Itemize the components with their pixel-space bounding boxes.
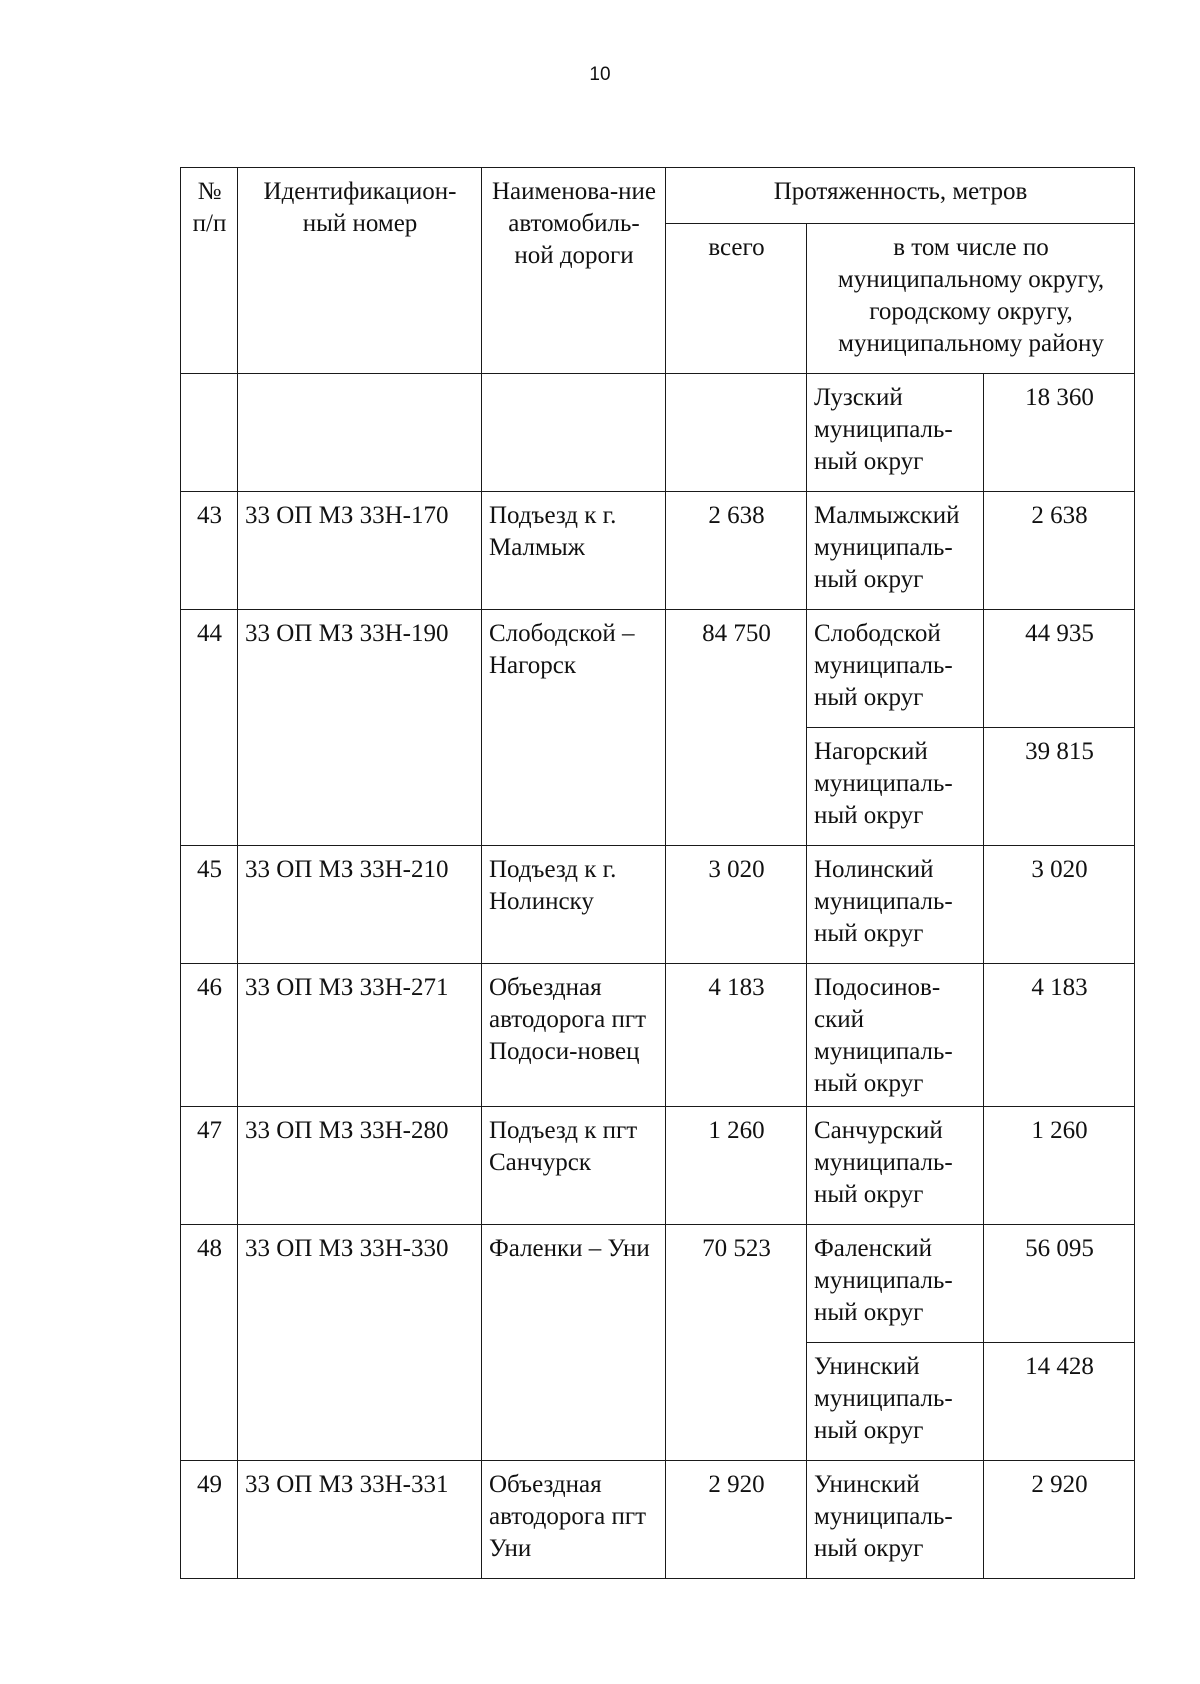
road-total-length: 2 920 [666,1461,807,1579]
district-name: Фаленский муниципаль-ный округ [807,1225,984,1343]
header-name: Наименова-ние автомобиль-ной дороги [482,168,666,374]
road-id: 33 ОП МЗ 33Н-210 [238,846,482,964]
district-length: 1 260 [984,1107,1135,1225]
row-number: 49 [181,1461,238,1579]
road-total-length: 84 750 [666,610,807,846]
table-row [181,492,1135,610]
roads-table [180,167,1135,1579]
district-length: 56 095 [984,1225,1135,1343]
road-name: Подъезд к г. Нолинску [482,846,666,964]
road-id: 33 ОП МЗ 33Н-190 [238,610,482,846]
table-row [181,1225,1135,1343]
district-name: Нолинский муниципаль-ный округ [807,846,984,964]
row-number: 43 [181,492,238,610]
road-id: 33 ОП МЗ 33Н-271 [238,964,482,1107]
table-row [181,964,1135,1107]
road-total-length: 70 523 [666,1225,807,1461]
district-length: 14 428 [984,1343,1135,1461]
district-name: Унинский муниципаль-ный округ [807,1461,984,1579]
district-length: 3 020 [984,846,1135,964]
district-name: Малмыжский муниципаль-ный округ [807,492,984,610]
road-name: Объездная автодорога пгт Уни [482,1461,666,1579]
table-header [181,168,1135,374]
district-name: Слободской муниципаль-ный округ [807,610,984,728]
header-length: Протяженность, метров [666,168,1135,224]
row-number: 44 [181,610,238,846]
table-row [181,846,1135,964]
road-total-length [666,374,807,492]
header-total: всего [666,224,807,374]
district-length: 2 638 [984,492,1135,610]
page-number: 10 [589,64,611,85]
road-total-length: 1 260 [666,1107,807,1225]
road-id: 33 ОП МЗ 33Н-170 [238,492,482,610]
road-id [238,374,482,492]
road-name: Слободской – Нагорск [482,610,666,846]
district-name: Лузский муниципаль-ный округ [807,374,984,492]
road-name: Объездная автодорога пгт Подоси-новец [482,964,666,1107]
table-row [181,1107,1135,1225]
district-length: 4 183 [984,964,1135,1107]
road-name: Подъезд к пгт Санчурск [482,1107,666,1225]
row-number: 46 [181,964,238,1107]
row-number: 47 [181,1107,238,1225]
row-number: 45 [181,846,238,964]
road-name: Фаленки – Уни [482,1225,666,1461]
road-id: 33 ОП МЗ 33Н-331 [238,1461,482,1579]
district-name: Санчурский муниципаль-ный округ [807,1107,984,1225]
road-name: Подъезд к г. Малмыж [482,492,666,610]
road-id: 33 ОП МЗ 33Н-330 [238,1225,482,1461]
row-number: 48 [181,1225,238,1461]
road-id: 33 ОП МЗ 33Н-280 [238,1107,482,1225]
district-name: Унинский муниципаль-ный округ [807,1343,984,1461]
road-total-length: 2 638 [666,492,807,610]
district-name: Подосинов-ский муниципаль-ный округ [807,964,984,1107]
district-name: Нагорский муниципаль-ный округ [807,728,984,846]
road-total-length: 4 183 [666,964,807,1107]
road-total-length: 3 020 [666,846,807,964]
road-name [482,374,666,492]
row-number [181,374,238,492]
district-length: 39 815 [984,728,1135,846]
table-row [181,374,1135,492]
district-length: 44 935 [984,610,1135,728]
header-num: № п/п [181,168,238,374]
district-length: 2 920 [984,1461,1135,1579]
table-row [181,610,1135,728]
header-id: Идентификацион-ный номер [238,168,482,374]
table-body [181,374,1135,1579]
table-row [181,1461,1135,1579]
district-length: 18 360 [984,374,1135,492]
header-district: в том числе по муниципальному округу, городскому округу, муниципальному району [807,224,1135,374]
